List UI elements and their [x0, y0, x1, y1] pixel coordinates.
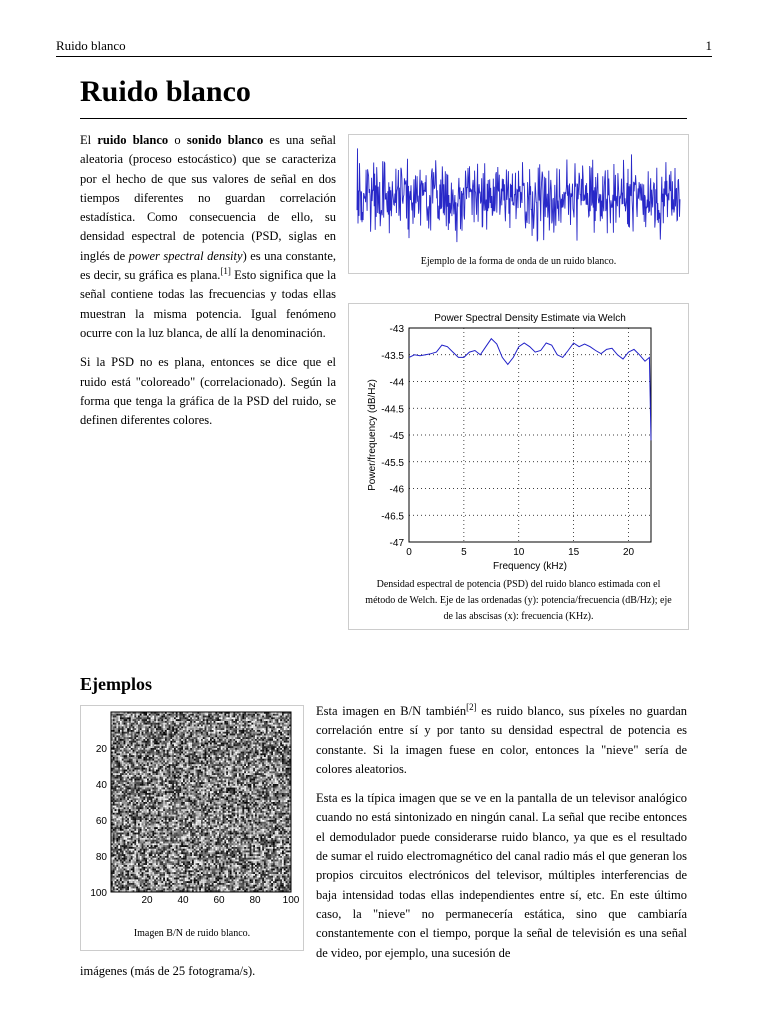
x-axis-label: Frequency (kHz): [493, 561, 567, 572]
header-rule: [56, 56, 712, 57]
text-run: es una señal aleatoria (proceso estocástico) que se caracteriza por el hecho de que sus valores de señal en dos tiempos diferentes no guardan correlación estadística. Como consecuencia de ello, su densidad espectral de potencia (PSD, siglas en inglés de: [80, 133, 337, 263]
y-tick-label: 60: [95, 816, 107, 827]
x-tick-label: 100: [282, 895, 300, 906]
footnote-ref[interactable]: [1]: [220, 265, 231, 276]
psd-chart: [349, 304, 688, 574]
section-heading: Ejemplos: [80, 674, 152, 694]
y-tick-label: -43: [389, 324, 404, 335]
x-tick-label: 60: [213, 895, 225, 906]
x-tick-label: 20: [141, 895, 153, 906]
x-tick-label: 20: [622, 547, 635, 558]
x-tick-label: 80: [249, 895, 261, 906]
x-tick-label: 0: [406, 547, 412, 558]
y-tick-label: -44: [389, 377, 404, 389]
examples-column: [316, 702, 687, 963]
examples-paragraph-1: [316, 702, 687, 779]
y-tick-label: -44.5: [381, 404, 404, 416]
y-tick-label: -45.5: [381, 457, 404, 469]
y-tick-label: 40: [95, 780, 107, 791]
text-run: es ruido blanco, sus píxeles no guardan correlación entre sí y por tanto su densidad espectral de potencia es constante. Si la imagen fuese en color, entonces la "nieve" sería de colores aleatorios.: [316, 704, 688, 776]
y-tick-label: -45: [389, 431, 404, 442]
chart-title: Power Spectral Density Estimate via Welch: [434, 313, 626, 324]
text-run: Esto significa que la señal contiene todas las frecuencias y todas ellas muestran la misma potencia. Igual fenómeno ocurre con la luz blanca, de allí la denominación.: [80, 268, 336, 340]
examples-paragraph-2-continued: imágenes (más de 25 fotograma/s).: [80, 964, 256, 978]
intro-paragraph-1: [80, 131, 336, 343]
series-line: [409, 339, 651, 441]
noise-image-plot: [81, 706, 303, 928]
noise-pixels: [111, 712, 291, 892]
text-run: power spectral density: [128, 248, 243, 263]
running-title: Ruido blanco: [56, 38, 126, 53]
text-run: sonido blanco: [186, 133, 264, 147]
x-tick-label: 15: [568, 547, 580, 558]
y-tick-label: -46: [389, 484, 404, 496]
y-tick-label: 20: [95, 744, 107, 755]
y-tick-label: -46.5: [381, 511, 404, 523]
text-run: El: [80, 133, 98, 147]
y-tick-label: 80: [95, 852, 107, 863]
x-tick-label: 40: [177, 895, 189, 906]
intro-paragraph-2: Si la PSD no es plana, entonces se dice que el ruido está "coloreado" (correlacionado). Según la forma que tenga la gráfica de la PSD del ruido, se definen diferentes colores.: [80, 355, 336, 428]
page-title: Ruido blanco: [80, 75, 251, 108]
waveform-caption: Ejemplo de la forma de onda de un ruido blanco.: [420, 256, 617, 267]
y-tick-label: -47: [389, 538, 404, 549]
y-tick-label: -43.5: [381, 350, 404, 362]
noise-image-figure: [80, 705, 304, 951]
title-rule: [80, 118, 687, 119]
text-run: Esta imagen en B/N también: [316, 704, 467, 718]
waveform-plot: [349, 135, 688, 255]
psd-figure: [348, 303, 689, 630]
page-number: 1: [705, 38, 712, 53]
waveform-figure: [348, 134, 689, 274]
y-tick-label: 100: [90, 888, 107, 899]
page-header: [56, 38, 712, 54]
examples-paragraph-2: Esta es la típica imagen que se ve en la pantalla de un televisor analógico cuando no está sintonizado en ningún canal. La señal que recibe entonces el demodulador puede considerarse ruido blanco, ya que es el resultado de sumar el ruido electromagnético del canal radio más el que generan los propios circuitos electrónicos del televisor, múltiples interferencias de baja intensidad todas ellas independientes entre sí, etc. En este último caso, la "nieve" no permanecería estática, sino que cambiaría constantemente con el tiempo, porque la señal de televisión es una señal de video, por ejemplo, una sucesión de: [316, 791, 687, 960]
text-run: ruido blanco: [97, 133, 169, 147]
noise-image-caption: Imagen B/N de ruido blanco.: [133, 928, 251, 939]
psd-caption: Densidad espectral de potencia (PSD) del ruido blanco estimada con el método de Welch. Eje de las ordenadas (y): potencia/frecuencia (dB/Hz); eje de las abscisas (x): frecuencia (KHz).: [365, 579, 672, 622]
text-run: o: [168, 133, 187, 147]
y-axis-label: Power/frequency (dB/Hz): [367, 379, 378, 491]
footnote-ref[interactable]: [2]: [466, 701, 477, 712]
text-run: ) es una constante, es decir, su gráfica es plana.: [80, 248, 336, 283]
waveform-line: [357, 148, 680, 242]
x-tick-label: 5: [461, 547, 467, 558]
x-tick-label: 10: [513, 547, 525, 558]
intro-column: [80, 131, 336, 430]
